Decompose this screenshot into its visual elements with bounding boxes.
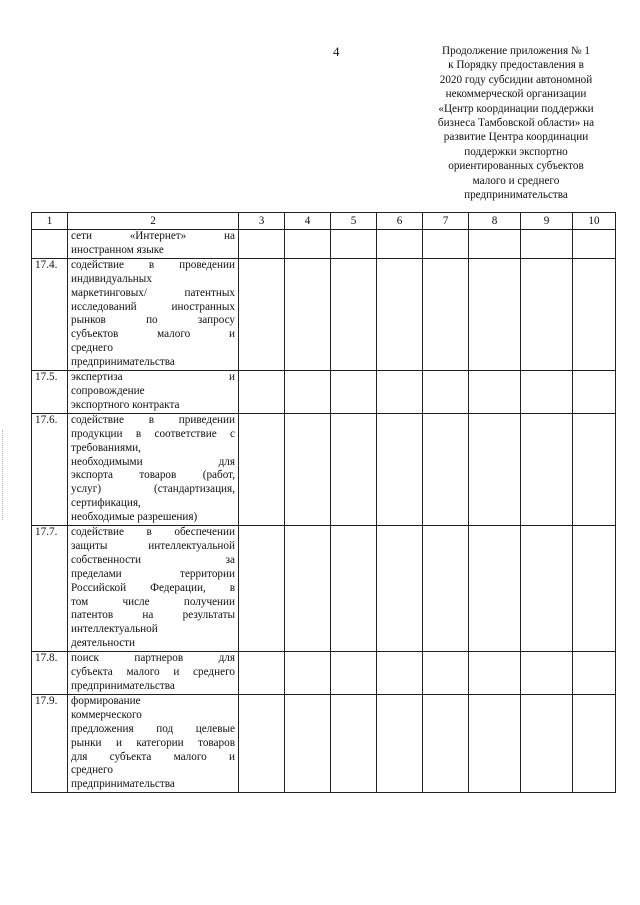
description-line: интеллектуальной	[71, 623, 158, 636]
empty-cell	[423, 413, 469, 525]
empty-cell	[521, 258, 573, 370]
description-line: продукции в соответствие с	[71, 427, 235, 440]
description-line: субъекта малого и среднего	[71, 666, 235, 679]
appendix-header	[412, 44, 620, 202]
margin-scan-mark	[2, 430, 5, 520]
row-number: 17.9.	[32, 694, 68, 792]
empty-cell	[469, 694, 521, 792]
measure-description	[68, 694, 239, 792]
description-line: содействие в приведении	[71, 413, 235, 426]
empty-cell	[285, 371, 331, 414]
column-header: 2	[68, 213, 239, 230]
row-number: 17.6.	[32, 413, 68, 525]
empty-cell	[469, 371, 521, 414]
empty-cell	[239, 652, 285, 695]
column-header: 10	[573, 213, 616, 230]
empty-cell	[521, 652, 573, 695]
empty-cell	[573, 371, 616, 414]
description-line: для субъекта малого и	[71, 750, 235, 763]
description-line: собственности за	[71, 553, 235, 566]
header-line: «Центр координации поддержки	[438, 102, 594, 115]
description-line: рынков по запросу	[71, 314, 235, 327]
description-line: содействие в обеспечении	[71, 526, 235, 539]
table-row	[32, 258, 616, 370]
empty-cell	[469, 413, 521, 525]
header-line: некоммерческой организации	[445, 88, 587, 101]
description-line: предпринимательства	[71, 356, 175, 369]
column-header: 3	[239, 213, 285, 230]
column-header: 5	[331, 213, 377, 230]
page-number: 4	[333, 44, 340, 59]
empty-cell	[285, 526, 331, 652]
empty-cell	[469, 230, 521, 259]
empty-cell	[377, 694, 423, 792]
description-line: предложения под целевые	[71, 722, 235, 735]
row-number: 17.8.	[32, 652, 68, 695]
measure-description	[68, 371, 239, 414]
table-row	[32, 526, 616, 652]
description-line: среднего	[71, 342, 113, 355]
description-line: экспертиза и	[71, 371, 235, 384]
table-row	[32, 413, 616, 525]
row-number: 17.5.	[32, 371, 68, 414]
empty-cell	[331, 371, 377, 414]
description-line: необходимые разрешения)	[71, 511, 198, 524]
empty-cell	[521, 526, 573, 652]
table-body	[32, 230, 616, 793]
empty-cell	[377, 526, 423, 652]
header-line: бизнеса Тамбовской области» на	[437, 117, 595, 130]
column-header: 4	[285, 213, 331, 230]
empty-cell	[469, 258, 521, 370]
empty-cell	[239, 258, 285, 370]
description-line: экспортного контракта	[71, 398, 180, 411]
description-line: защиты интеллектуальной	[71, 539, 235, 552]
description-line: среднего	[71, 764, 113, 777]
empty-cell	[423, 230, 469, 259]
description-line: услуг) (стандартизация,	[71, 483, 235, 496]
header-line: предпринимательства	[464, 189, 568, 202]
measures-table	[31, 212, 616, 793]
description-line: экспорта товаров (работ,	[71, 469, 235, 482]
header-line: поддержки экспортно	[464, 145, 568, 158]
description-line: предпринимательства	[71, 778, 175, 791]
empty-cell	[285, 258, 331, 370]
row-number: 17.7.	[32, 526, 68, 652]
empty-cell	[377, 230, 423, 259]
empty-cell	[331, 526, 377, 652]
empty-cell	[285, 413, 331, 525]
empty-cell	[469, 652, 521, 695]
measure-description	[68, 652, 239, 695]
empty-cell	[573, 230, 616, 259]
header-line: развитие Центра координации	[443, 131, 589, 144]
empty-cell	[521, 413, 573, 525]
header-line: малого и среднего	[472, 174, 560, 187]
description-line: необходимыми для	[71, 455, 235, 468]
empty-cell	[377, 371, 423, 414]
description-line: поиск партнеров для	[71, 652, 235, 665]
table-row	[32, 230, 616, 259]
header-line: к Порядку предоставления в	[448, 59, 584, 72]
header-line: 2020 году субсидии автономной	[439, 73, 593, 86]
table-header-row	[32, 213, 616, 230]
empty-cell	[521, 371, 573, 414]
empty-cell	[285, 652, 331, 695]
empty-cell	[573, 413, 616, 525]
empty-cell	[331, 694, 377, 792]
column-header: 7	[423, 213, 469, 230]
table-row	[32, 652, 616, 695]
empty-cell	[469, 526, 521, 652]
empty-cell	[423, 258, 469, 370]
empty-cell	[285, 694, 331, 792]
empty-cell	[331, 652, 377, 695]
measure-description	[68, 230, 239, 259]
empty-cell	[423, 652, 469, 695]
description-line: сети «Интернет» на	[71, 230, 235, 242]
empty-cell	[377, 258, 423, 370]
empty-cell	[239, 371, 285, 414]
empty-cell	[239, 694, 285, 792]
empty-cell	[521, 694, 573, 792]
measure-description	[68, 526, 239, 652]
description-line: иностранном языке	[71, 243, 164, 256]
description-line: сопровождение	[71, 384, 145, 397]
measure-description	[68, 413, 239, 525]
description-line: деятельности	[71, 637, 136, 650]
description-line: патентов на результаты	[71, 609, 235, 622]
table-row	[32, 371, 616, 414]
description-line: сертификация,	[71, 497, 141, 510]
empty-cell	[239, 526, 285, 652]
empty-cell	[285, 230, 331, 259]
column-header: 9	[521, 213, 573, 230]
header-line: Продолжение приложения № 1	[442, 45, 590, 57]
description-line: Российской Федерации, в	[71, 581, 235, 594]
empty-cell	[239, 413, 285, 525]
empty-cell	[573, 258, 616, 370]
empty-cell	[239, 230, 285, 259]
row-number	[32, 230, 68, 259]
description-line: исследований иностранных	[71, 300, 235, 313]
description-line: коммерческого	[71, 708, 142, 721]
empty-cell	[423, 371, 469, 414]
empty-cell	[423, 526, 469, 652]
empty-cell	[331, 258, 377, 370]
column-header: 1	[32, 213, 68, 230]
row-number: 17.4.	[32, 258, 68, 370]
header-line: ориентированных субъектов	[448, 160, 584, 173]
empty-cell	[573, 694, 616, 792]
description-line: том числе получении	[71, 595, 235, 608]
description-line: пределами территории	[71, 567, 235, 580]
empty-cell	[573, 526, 616, 652]
empty-cell	[331, 230, 377, 259]
description-line: формирование	[71, 694, 141, 707]
description-line: рынки и категории товаров	[71, 736, 235, 749]
column-header: 8	[469, 213, 521, 230]
description-line: требованиями,	[71, 441, 141, 454]
empty-cell	[377, 413, 423, 525]
empty-cell	[573, 652, 616, 695]
description-line: предпринимательства	[71, 680, 175, 692]
description-line: содействие в проведении	[71, 258, 235, 271]
column-header: 6	[377, 213, 423, 230]
empty-cell	[423, 694, 469, 792]
empty-cell	[377, 652, 423, 695]
description-line: индивидуальных	[71, 272, 152, 285]
table-row	[32, 694, 616, 792]
empty-cell	[521, 230, 573, 259]
empty-cell	[331, 413, 377, 525]
description-line: субъектов малого и	[71, 328, 235, 341]
measure-description	[68, 258, 239, 370]
description-line: маркетинговых/ патентных	[71, 286, 235, 299]
